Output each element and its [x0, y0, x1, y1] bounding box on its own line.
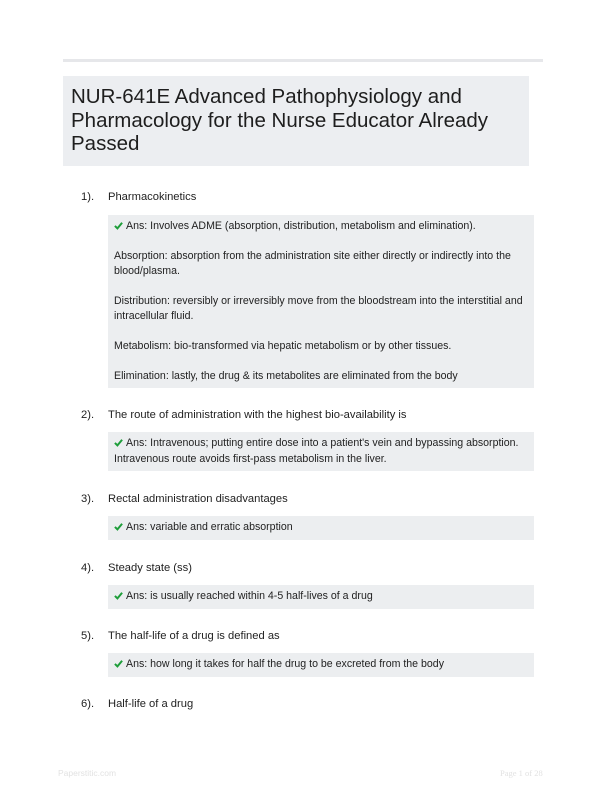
checkmark-icon	[114, 522, 123, 531]
question-number: 4).	[81, 562, 95, 574]
question-number: 2).	[81, 409, 95, 421]
question-item	[81, 698, 541, 710]
answer-line: Ans: variable and erratic absorption	[126, 521, 293, 533]
question-item	[81, 191, 541, 388]
page-title: NUR-641E Advanced Pathophysiology and Pharmacology for the Nurse Educator Already Passed	[71, 85, 489, 155]
checkmark-icon	[114, 591, 123, 600]
answer-line: Ans: Intravenous; putting entire dose into a patient's vein and bypassing absorption. Intravenous route avoids first-pass metabolism in the liver.	[114, 437, 519, 465]
answer-line: Elimination: lastly, the drug & its metabolites are eliminated from the body	[114, 369, 458, 382]
answer-box	[108, 585, 534, 609]
checkmark-icon	[114, 659, 123, 668]
top-divider	[63, 59, 543, 62]
answer-line: Absorption: absorption from the administration site either directly or indirectly into the blood/plasma.	[114, 249, 511, 278]
question-text: Rectal administration disadvantages	[108, 493, 288, 505]
answer-line: Distribution: reversibly or irreversibly move from the bloodstream into the interstitial and intracellular fluid.	[114, 294, 523, 323]
answer-line: Metabolism: bio-transformed via hepatic metabolism or by other tissues.	[114, 339, 452, 352]
question-text: Steady state (ss)	[108, 562, 192, 574]
question-text: Half-life of a drug	[108, 698, 194, 710]
question-item	[81, 562, 541, 609]
answer-line: Ans: how long it takes for half the drug to be excreted from the body	[126, 658, 444, 670]
answer-box	[108, 653, 534, 677]
answer-line: Ans: Involves ADME (absorption, distribution, metabolism and elimination).	[126, 220, 476, 232]
question-number: 1).	[81, 191, 95, 203]
checkmark-icon	[114, 438, 123, 447]
footer-watermark: Paperstitic.com	[58, 768, 117, 778]
question-item	[81, 630, 541, 677]
question-text: The route of administration with the highest bio-availability is	[108, 409, 407, 421]
page-number: Page 1 of 28	[500, 768, 543, 778]
question-item	[81, 493, 541, 540]
answer-line: Ans: is usually reached within 4-5 half-lives of a drug	[126, 590, 373, 602]
question-text: Pharmacokinetics	[108, 191, 197, 203]
question-item	[81, 409, 541, 471]
question-number: 6).	[81, 698, 95, 710]
question-number: 3).	[81, 493, 95, 505]
checkmark-icon	[114, 221, 123, 230]
answer-box	[108, 215, 534, 388]
answer-box	[108, 516, 534, 540]
title-box	[63, 76, 529, 166]
question-number: 5).	[81, 630, 95, 642]
question-text: The half-life of a drug is defined as	[108, 630, 280, 642]
answer-box	[108, 432, 534, 471]
